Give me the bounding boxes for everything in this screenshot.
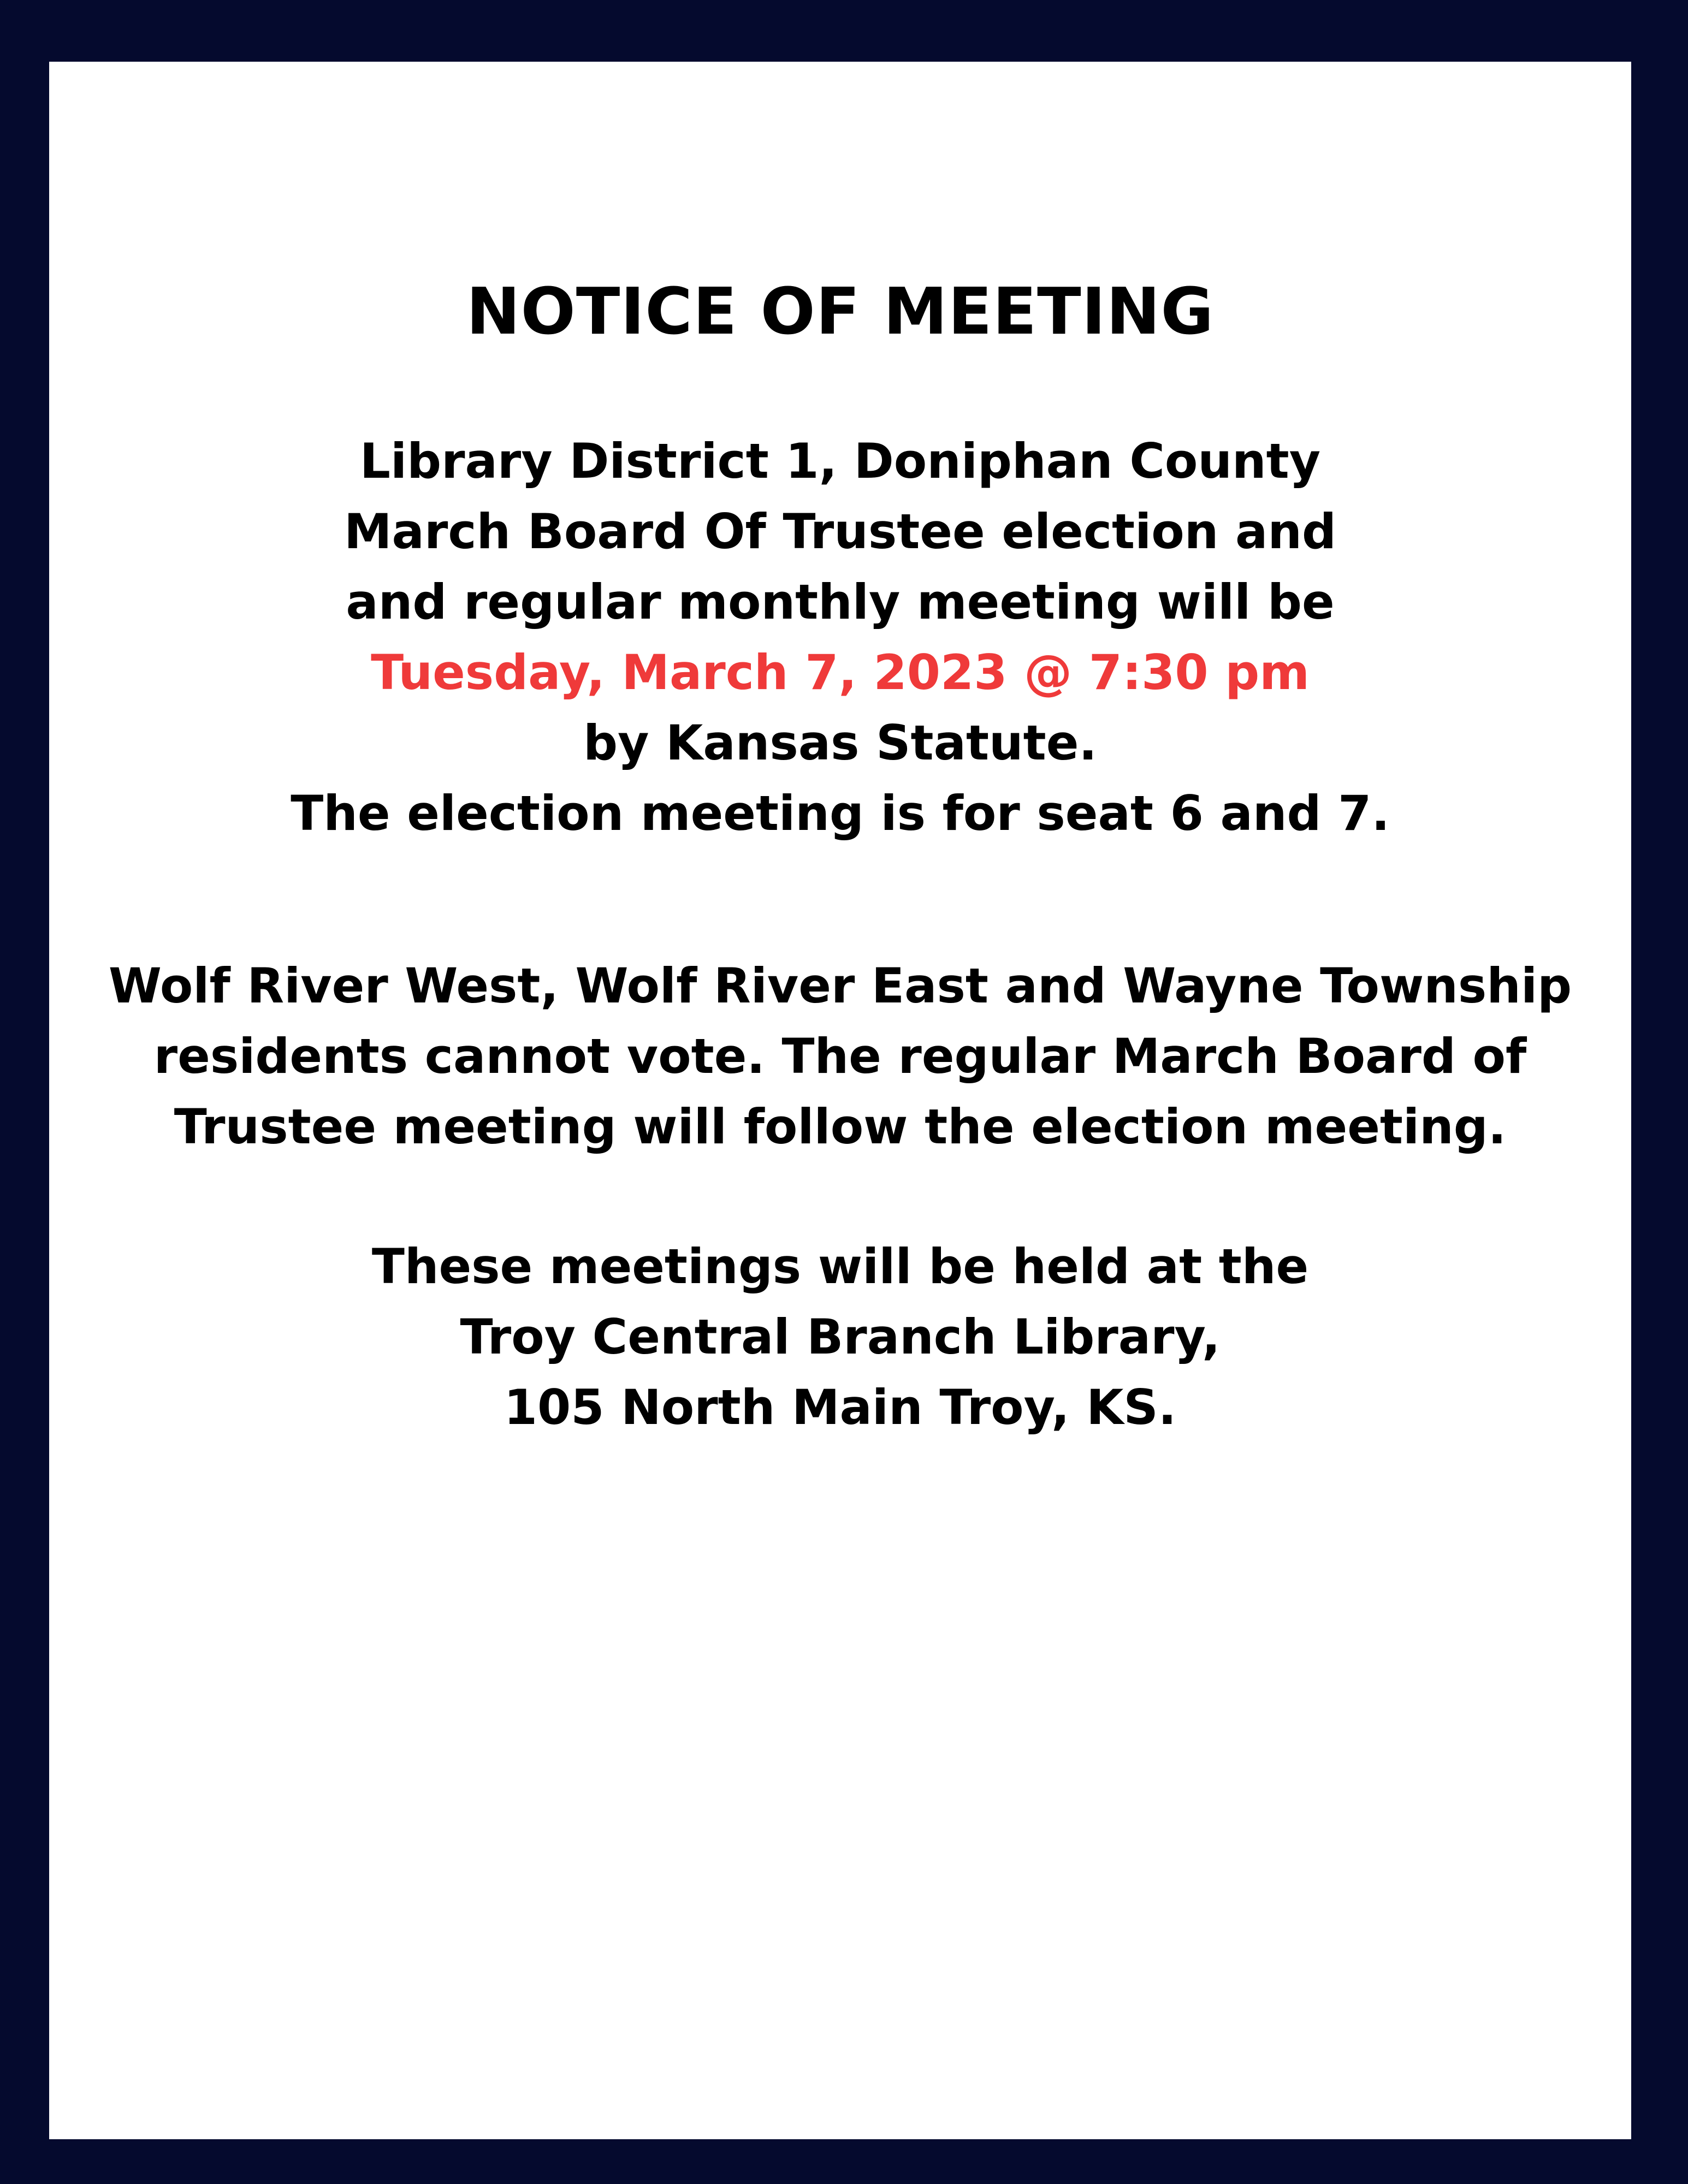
intro-line: and regular monthly meeting will be: [346, 574, 1335, 630]
intro-line: Library District 1, Doniphan County: [359, 433, 1321, 489]
statute-line: The election meeting is for seat 6 and 7.: [291, 785, 1390, 841]
location-line: 105 North Main Troy, KS.: [504, 1379, 1177, 1435]
voting-line: residents cannot vote. The regular March Board of: [153, 1028, 1527, 1084]
intro-line: March Board Of Trustee election and: [343, 503, 1337, 560]
meeting-location: [49, 1231, 1631, 1443]
statute-line: by Kansas Statute.: [583, 715, 1097, 771]
voting-line: Trustee meeting will follow the election meeting.: [174, 1099, 1507, 1155]
voting-line: Wolf River West, Wolf River East and Wayne Township: [108, 958, 1572, 1014]
meeting-details: [49, 426, 1631, 848]
voting-restriction: [49, 951, 1631, 1162]
location-line: These meetings will be held at the: [371, 1238, 1309, 1295]
notice-title: NOTICE OF MEETING: [466, 274, 1215, 349]
location-line: Troy Central Branch Library,: [460, 1309, 1221, 1365]
notice-page: [49, 62, 1631, 2139]
meeting-date-time: Tuesday, March 7, 2023 @ 7:30 pm: [371, 644, 1310, 701]
